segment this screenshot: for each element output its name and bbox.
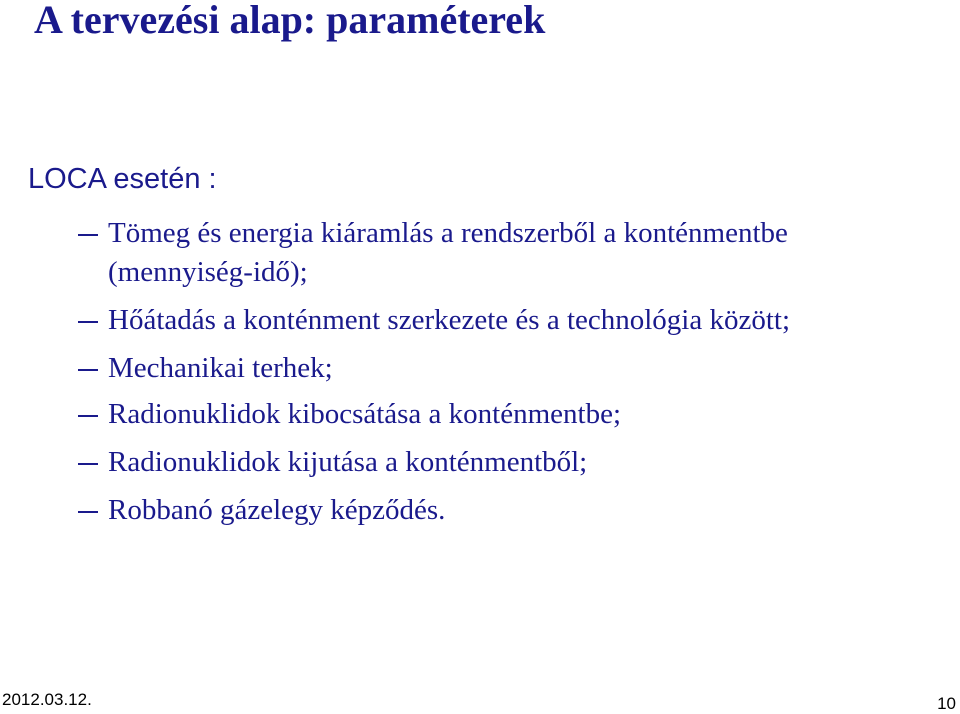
page-number: 10 xyxy=(937,694,956,713)
footer-date: 2012.03.12. xyxy=(2,690,92,709)
bullet-text: Tömeg és energia kiáramlás a rendszerből a konténmentbe xyxy=(108,217,788,249)
dash-marker xyxy=(78,369,98,371)
bullet-text: Robbanó gázelegy képződés. xyxy=(108,494,446,526)
bullet-text: Radionuklidok kijutása a konténmentből; xyxy=(108,446,588,478)
bullet-text-continuation: (mennyiség-idő); xyxy=(108,256,308,288)
bullet-text: Mechanikai terhek; xyxy=(108,352,333,384)
slide-title: A tervezési alap: paraméterek xyxy=(34,0,546,42)
dash-marker xyxy=(78,415,98,417)
bullet-text: Radionuklidok kibocsátása a konténmentbe; xyxy=(108,398,622,430)
bullet-text: Hőátadás a konténment szerkezete és a technológia között; xyxy=(108,304,791,336)
section-heading: LOCA esetén : xyxy=(28,163,217,195)
dash-marker xyxy=(78,234,98,236)
dash-marker xyxy=(78,321,98,323)
dash-marker xyxy=(78,511,98,513)
dash-marker xyxy=(78,463,98,465)
